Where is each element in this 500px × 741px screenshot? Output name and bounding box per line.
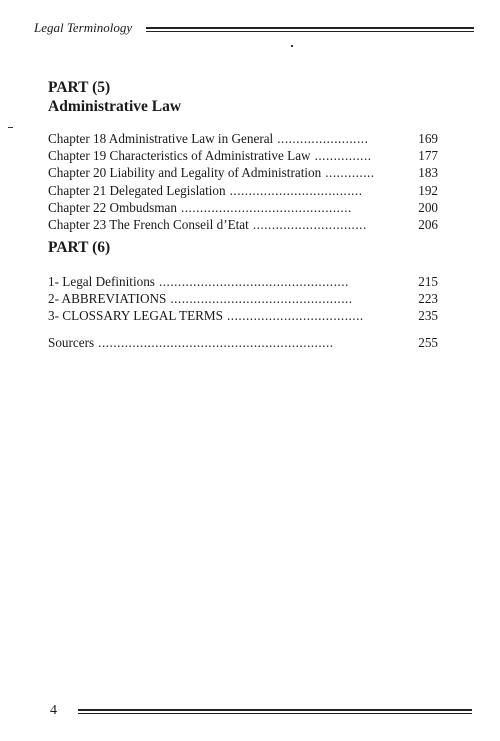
- toc-page-number: 177: [418, 148, 438, 164]
- toc-leader-dots: ................................................: [170, 291, 353, 307]
- toc-page-number: 215: [418, 274, 438, 289]
- sources-section: [48, 334, 438, 351]
- toc-entry-label: Chapter 22 Ombudsman: [48, 199, 177, 215]
- toc-page-number: 169: [418, 131, 438, 146]
- toc-entry-label: Chapter 21 Delegated Legislation: [48, 182, 226, 198]
- toc-leader-dots: ..............................: [252, 217, 367, 233]
- toc-page-number: 200: [418, 199, 438, 215]
- part-5-section: [48, 78, 438, 233]
- toc-row-sources[interactable]: [48, 334, 438, 351]
- stray-dash-mark: [8, 127, 13, 128]
- toc-entry-label: Sourcers: [48, 335, 95, 350]
- toc-entry-label: 1- Legal Definitions: [48, 274, 155, 289]
- toc-page-number: 183: [418, 165, 438, 181]
- toc-page-number: 255: [418, 335, 438, 350]
- toc-row-chapter-20[interactable]: [48, 164, 438, 181]
- page-number: 4: [50, 703, 57, 718]
- toc-row-chapter-21[interactable]: [48, 182, 438, 199]
- toc-row-chapter-19[interactable]: [48, 147, 438, 164]
- toc-leader-dots: ...................................: [229, 182, 363, 198]
- part-6-toc: [48, 273, 438, 325]
- toc-row-legal-definitions[interactable]: [48, 273, 438, 290]
- toc-leader-dots: ..................................................: [158, 274, 349, 289]
- toc-row-chapter-18[interactable]: [48, 130, 438, 147]
- toc-entry-label: Chapter 20 Liability and Legality of Administration: [48, 165, 322, 181]
- toc-leader-dots: ..............................................................: [98, 335, 334, 350]
- toc-entry-label: 3- CLOSSARY LEGAL TERMS: [48, 308, 223, 324]
- toc-row-glossary[interactable]: [48, 307, 438, 324]
- toc-page-number: 206: [418, 217, 438, 233]
- footer-rule: [78, 709, 472, 714]
- toc-page-number: 223: [418, 291, 438, 307]
- part-6-section: [48, 238, 438, 325]
- part-5-heading: PART (5): [48, 79, 111, 96]
- toc-page-number: 235: [418, 308, 438, 324]
- toc-entry-label: Chapter 19 Characteristics of Administrative Law: [48, 148, 311, 164]
- part-5-subheading: Administrative Law: [48, 98, 182, 115]
- running-header: [34, 14, 474, 34]
- toc-leader-dots: ........................: [277, 131, 369, 146]
- toc-leader-dots: .............................................: [180, 199, 352, 215]
- toc-leader-dots: ....................................: [227, 308, 364, 324]
- stray-dot-mark: [291, 45, 293, 47]
- toc-row-chapter-22[interactable]: [48, 199, 438, 216]
- toc-page-number: 192: [418, 182, 438, 198]
- toc-entry-label: Chapter 18 Administrative Law in General: [48, 131, 274, 146]
- toc-entry-label: 2- ABBREVIATIONS: [48, 291, 167, 307]
- toc-leader-dots: .............: [325, 165, 375, 181]
- header-rule: [146, 27, 474, 32]
- part-5-toc: [48, 130, 438, 233]
- toc-row-abbreviations[interactable]: [48, 290, 438, 307]
- toc-leader-dots: ...............: [314, 148, 372, 164]
- running-title: Legal Terminology: [34, 20, 133, 35]
- toc-entry-label: Chapter 23 The French Conseil d’Etat: [48, 217, 249, 233]
- toc-row-chapter-23[interactable]: [48, 216, 438, 233]
- part-6-heading: PART (6): [48, 239, 111, 256]
